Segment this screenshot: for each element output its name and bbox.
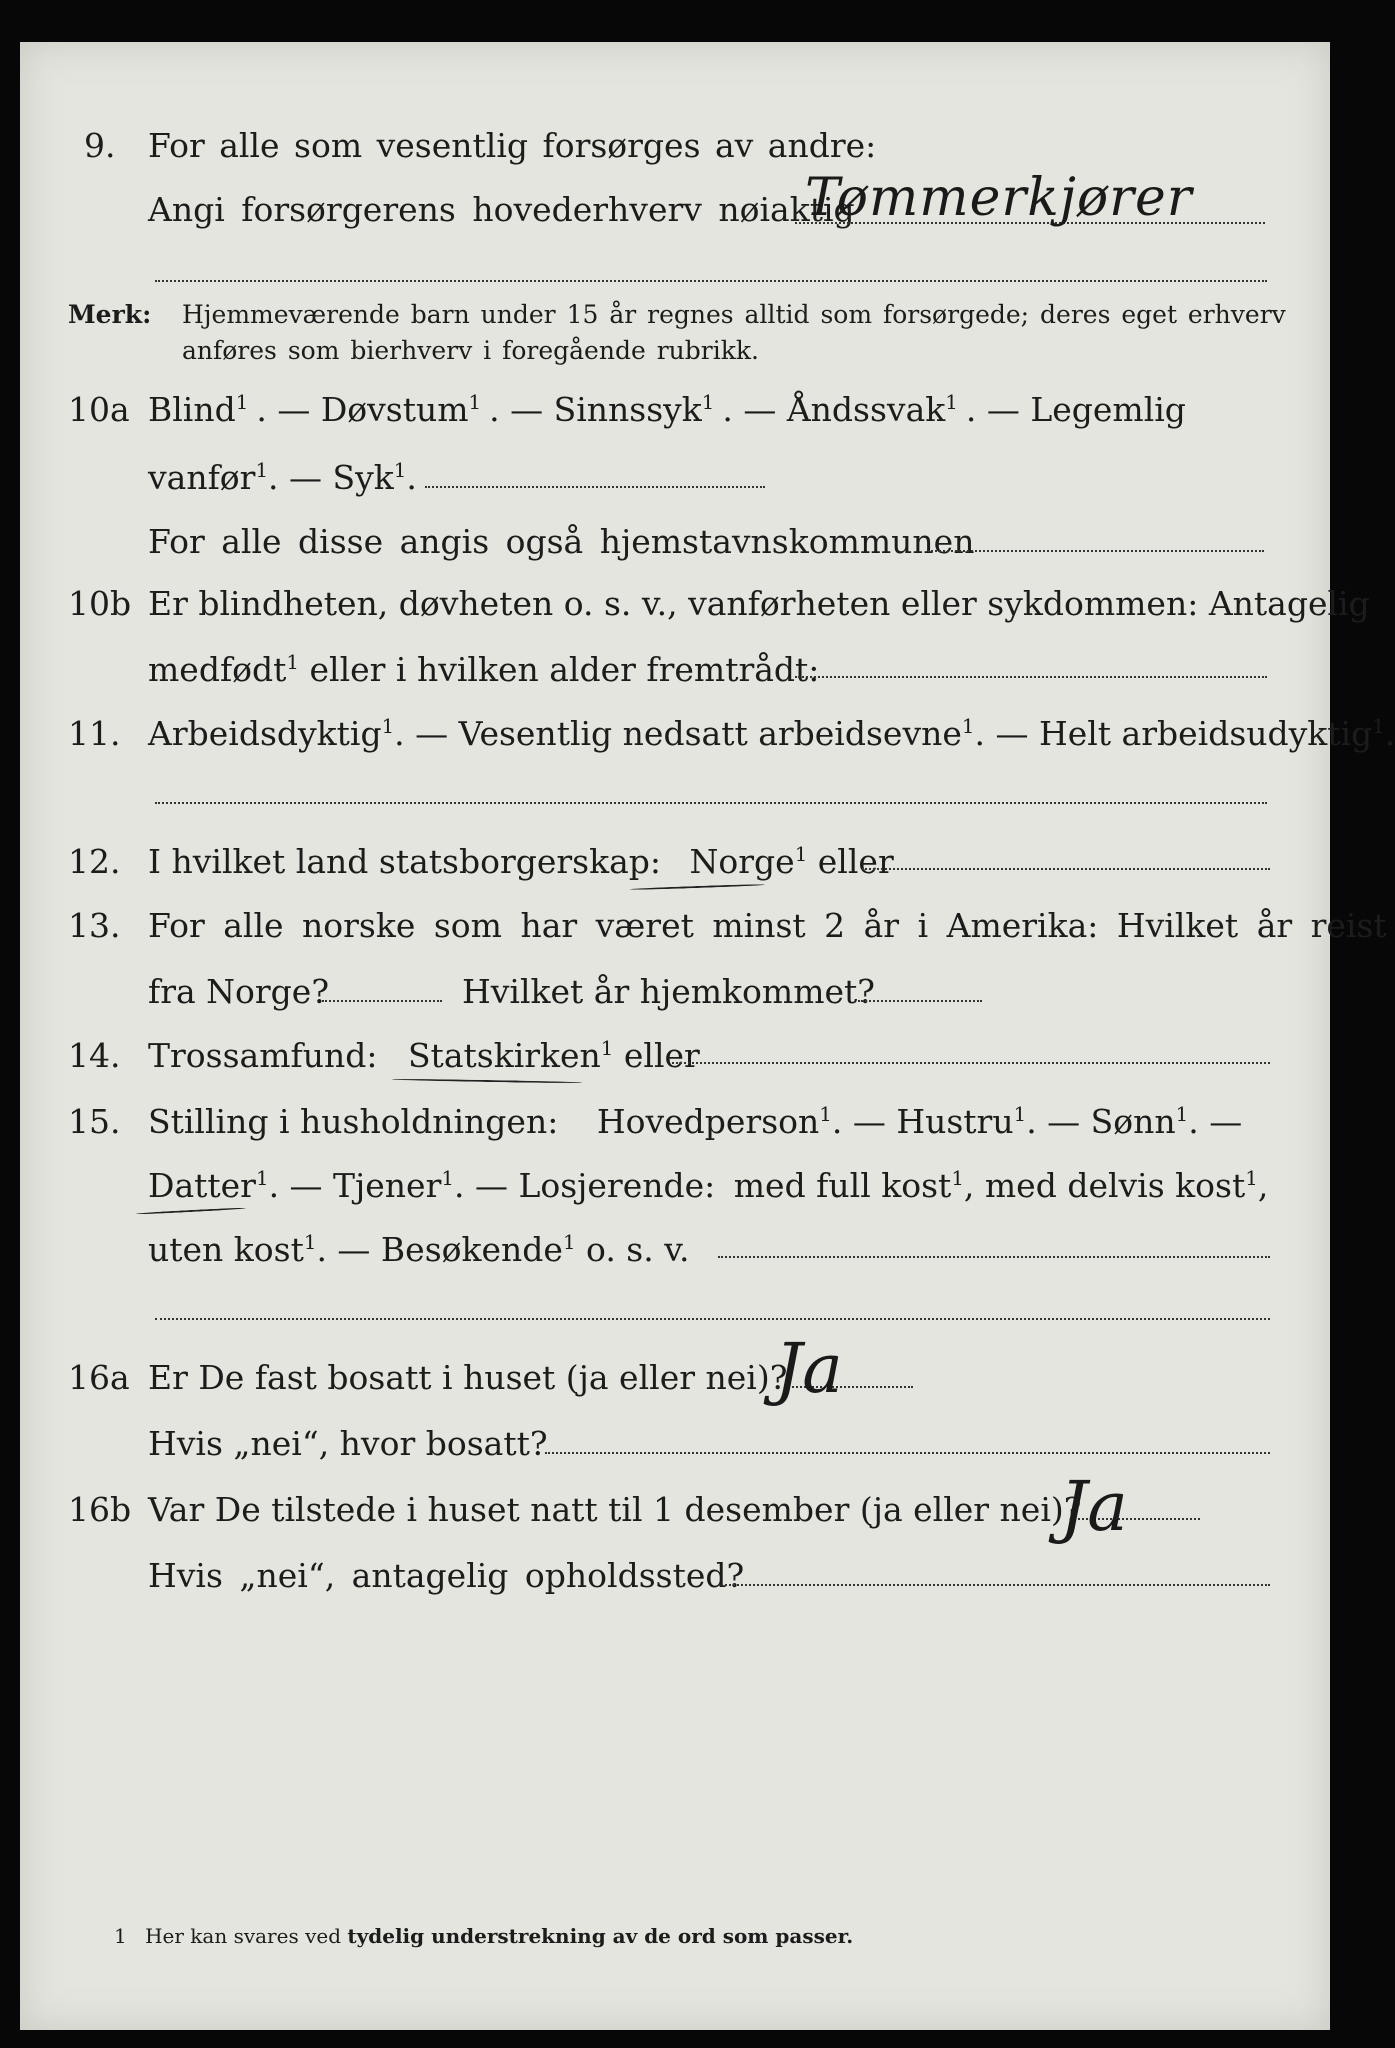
question-number-9: 9. — [84, 126, 116, 165]
option-delvis-kost[interactable]: , med delvis kost — [963, 1166, 1246, 1205]
option-sonn[interactable]: . — Sønn — [1026, 1102, 1176, 1141]
option-arbeidsdyktig[interactable]: Arbeidsdyktig — [148, 714, 382, 753]
q15-answer-line — [718, 1256, 1270, 1258]
option-besokende[interactable]: . — Besøkende — [316, 1230, 563, 1269]
q16a-line2: Hvis „nei“, hvor bosatt? — [148, 1424, 548, 1463]
q10a-line2: vanfør$^1$. — Syk$^1$. — [148, 458, 417, 497]
footnote-mark: 1 — [114, 1924, 127, 1948]
q16a-line1: Er De fast bosatt i huset (ja eller nei)? — [148, 1358, 788, 1397]
q11-line: Arbeidsdyktig$^1$. — Vesentlig nedsatt arbeidsevne$^1$. — Helt arbeidsudyktig$^1$. — [148, 714, 1395, 753]
q10b-answer-line — [795, 676, 1267, 678]
option-dovstum[interactable]: . — Døvstum — [256, 390, 469, 429]
q16b-opholdssted-answer-line — [718, 1584, 1270, 1586]
question-number-16a: 16a — [68, 1358, 130, 1397]
q13-line2-a: fra Norge? — [148, 972, 330, 1011]
option-medfodt[interactable]: medfødt — [148, 650, 287, 689]
question-number-12: 12. — [68, 842, 121, 881]
option-losjerende[interactable]: . — Losjerende: — [453, 1166, 716, 1205]
q13-hjemkommet-answer-line — [858, 1000, 982, 1002]
merk-line1: Hjemmeværende barn under 15 år regnes alltid som forsørgede; deres eget erhverv — [182, 300, 1286, 329]
option-blind[interactable]: Blind — [148, 390, 236, 429]
option-hovedperson[interactable]: Hovedperson — [596, 1102, 820, 1141]
question-number-13: 13. — [68, 906, 121, 945]
q13-line2-b: Hvilket år hjemkommet? — [462, 972, 875, 1011]
q14-line: Trossamfund: Statskirken$^1$ eller — [148, 1036, 700, 1075]
q9-handwritten-answer[interactable]: Tømmerkjører — [805, 168, 1193, 228]
q10a-hjemstavn-answer-line — [928, 550, 1264, 552]
q15-extra-line — [155, 1318, 1270, 1320]
question-number-15: 15. — [68, 1102, 121, 1141]
question-number-11: 11. — [68, 714, 121, 753]
q10b-line2: medfødt$^1$ eller i hvilken alder fremtrådt: — [148, 650, 820, 689]
q11-extra-line — [155, 802, 1267, 804]
q15-line2: Datter$^1$. — Tjener$^1$. — Losjerende: med full kost$^1$, med delvis kost$^1$, — [148, 1166, 1269, 1205]
option-datter[interactable]: Datter — [148, 1166, 256, 1205]
q10a-line1: Blind$^1$ . — Døvstum$^1$ . — Sinnssyk$^1$ . — Åndssvak$^1$ . — Legemlig — [148, 390, 1186, 429]
q16b-line1: Var De tilstede i huset natt til 1 desember (ja eller nei)? — [148, 1490, 1082, 1529]
merk-label: Merk: — [68, 300, 152, 329]
question-number-10a: 10a — [68, 390, 130, 429]
q10a-line3: For alle disse angis også hjemstavnskommunen — [148, 522, 975, 561]
option-statskirken[interactable]: Statskirken — [407, 1036, 601, 1075]
q14-answer-line — [672, 1062, 1270, 1064]
option-andssvak[interactable]: . — Åndssvak — [722, 390, 946, 429]
q13-line1: For alle norske som har været minst 2 år i Amerika: Hvilket år reist — [148, 906, 1387, 945]
q12-line: I hvilket land statsborgerskap: Norge$^1$ eller — [148, 842, 894, 881]
option-vanfor[interactable]: vanfør — [148, 458, 256, 497]
option-full-kost[interactable]: med full kost — [733, 1166, 952, 1205]
option-norge[interactable]: Norge — [689, 842, 795, 881]
merk-line2: anføres som bierhverv i foregående rubrikk. — [182, 336, 759, 365]
option-arbeidsudyktig[interactable]: . — Helt arbeidsudyktig — [974, 714, 1373, 753]
q16b-line2: Hvis „nei“, antagelig opholdssted? — [148, 1556, 745, 1595]
option-uten-kost[interactable]: uten kost — [148, 1230, 304, 1269]
q15-line1: Stilling i husholdningen: Hovedperson$^1$. — Hustru$^1$. — Sønn$^1$. — — [148, 1102, 1243, 1141]
question-number-16b: 16b — [68, 1490, 132, 1529]
option-legemlig[interactable]: . — Legemlig — [965, 390, 1186, 429]
q12-answer-line — [862, 868, 1270, 870]
q10b-line1: Er blindheten, døvheten o. s. v., vanførheten eller sykdommen: Antagelig — [148, 584, 1370, 623]
footnote: 1 Her kan svares ved tydelig understrekning av de ord som passer. — [114, 1924, 854, 1948]
q13-reist-answer-line — [322, 1000, 442, 1002]
q9-extra-line — [155, 280, 1267, 282]
question-number-14: 14. — [68, 1036, 121, 1075]
q9-line2: Angi forsørgerens hovederhverv nøiaktig — [148, 190, 855, 229]
q16a-bosatt-answer-line — [545, 1452, 1270, 1454]
option-sinnssyk[interactable]: . — Sinnssyk — [489, 390, 702, 429]
q16b-handwritten-answer[interactable]: Ja — [1060, 1468, 1128, 1547]
option-hustru[interactable]: . — Hustru — [831, 1102, 1014, 1141]
question-number-10b: 10b — [68, 584, 132, 623]
q10a-syk-answer-line — [425, 486, 765, 488]
q15-line3: uten kost$^1$. — Besøkende$^1$ o. s. v. — [148, 1230, 690, 1269]
q9-line1: For alle som vesentlig forsørges av andre: — [148, 126, 877, 165]
option-syk[interactable]: . — Syk — [268, 458, 394, 497]
q16a-handwritten-answer[interactable]: Ja — [775, 1330, 843, 1409]
option-nedsatt-arbeidsevne[interactable]: . — Vesentlig nedsatt arbeidsevne — [394, 714, 962, 753]
option-tjener[interactable]: . — Tjener — [268, 1166, 442, 1205]
